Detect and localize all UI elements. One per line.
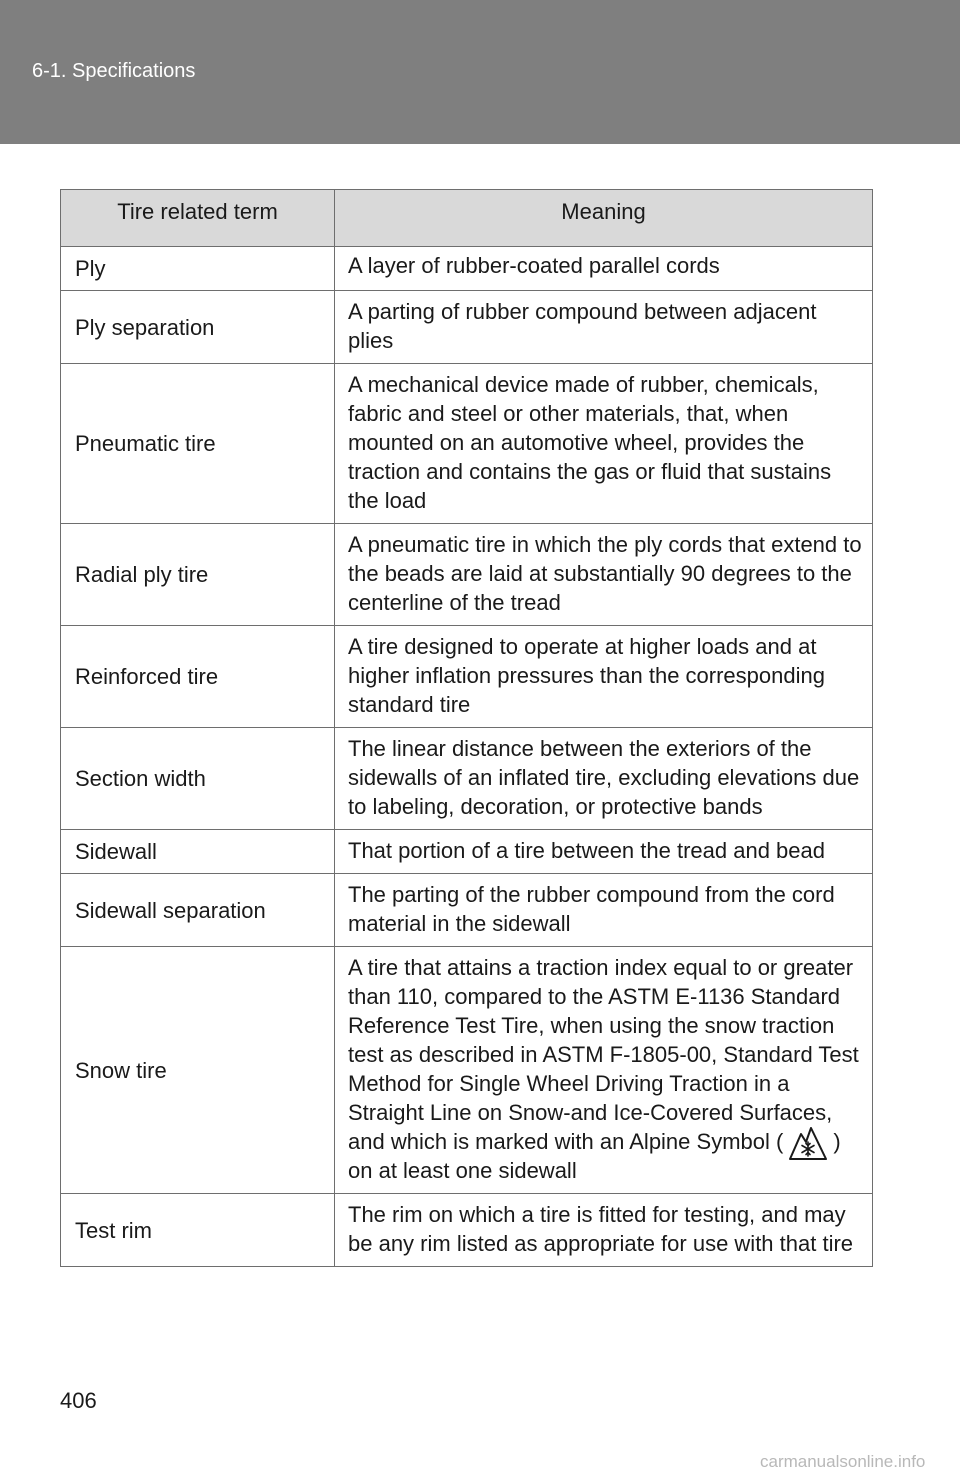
term-cell: Ply	[61, 247, 335, 291]
term-cell: Pneumatic tire	[61, 364, 335, 524]
meaning-cell	[335, 728, 873, 830]
meaning-text: A mechanical device made of rubber, chemicals, fabric and steel or other materials, that, when mounted on an automotive wheel, provides the traction and contains the gas or fluid that sustains the load	[348, 372, 832, 513]
term-cell: Reinforced tire	[61, 626, 335, 728]
meaning-text: The parting of the rubber compound from the cord material in the sidewall	[348, 882, 835, 936]
meaning-cell	[335, 1194, 873, 1267]
meaning-cell	[335, 874, 873, 947]
term-cell: Sidewall	[61, 830, 335, 874]
meaning-text: A parting of rubber compound between adjacent plies	[348, 299, 817, 353]
alpine-symbol-icon	[783, 1127, 833, 1156]
table-row	[61, 1194, 873, 1267]
meaning-text-after-icon: ) on at least one sidewall	[348, 1129, 841, 1183]
column-header-term: Tire related term	[61, 190, 335, 247]
table-row	[61, 626, 873, 728]
site-watermark: carmanualsonline.info	[760, 1452, 926, 1471]
meaning-text: The linear distance between the exteriors of the sidewalls of an inflated tire, excluding elevations due to labeling, decoration, or protective bands	[348, 736, 860, 819]
meaning-text: That portion of a tire between the tread and bead	[348, 838, 825, 863]
term-cell: Ply separation	[61, 291, 335, 364]
table-row	[61, 524, 873, 626]
meaning-cell	[335, 947, 873, 1194]
meaning-cell	[335, 291, 873, 364]
meaning-text: A layer of rubber-coated parallel cords	[348, 253, 720, 278]
table-row	[61, 291, 873, 364]
table-header-row	[61, 190, 873, 247]
table-row	[61, 947, 873, 1194]
term-cell: Sidewall separation	[61, 874, 335, 947]
meaning-text: A pneumatic tire in which the ply cords that extend to the beads are laid at substantially 90 degrees to the centerline of the tread	[348, 532, 862, 615]
term-cell: Section width	[61, 728, 335, 830]
section-title: 6-1. Specifications	[32, 60, 196, 82]
meaning-text: A tire designed to operate at higher loads and at higher inflation pressures than the corresponding standard tire	[348, 634, 825, 717]
meaning-cell	[335, 626, 873, 728]
meaning-cell	[335, 524, 873, 626]
table-row	[61, 247, 873, 291]
tire-terms-table	[60, 189, 873, 1267]
meaning-cell	[335, 830, 873, 874]
page-number: 406	[60, 1388, 97, 1413]
table-row	[61, 364, 873, 524]
table-row	[61, 728, 873, 830]
meaning-text: The rim on which a tire is fitted for testing, and may be any rim listed as appropriate for use with that tire	[348, 1202, 854, 1256]
table-row	[61, 874, 873, 947]
table-row	[61, 830, 873, 874]
term-cell: Radial ply tire	[61, 524, 335, 626]
term-cell: Snow tire	[61, 947, 335, 1194]
meaning-cell	[335, 247, 873, 291]
column-header-meaning: Meaning	[335, 190, 873, 247]
meaning-text	[348, 947, 862, 1193]
term-cell: Test rim	[61, 1194, 335, 1267]
meaning-text-before-icon: A tire that attains a traction index equal to or greater than 110, compared to the ASTM E-1136 Standard Reference Test Tire, when using the snow traction test as described in ASTM F-1805-00, Standard Test Method for Single Wheel Driving Traction in a Straight Line on Snow-and Ice-Covered Surfaces, and which is marked with an Alpine Symbol (	[348, 955, 859, 1154]
meaning-cell	[335, 364, 873, 524]
